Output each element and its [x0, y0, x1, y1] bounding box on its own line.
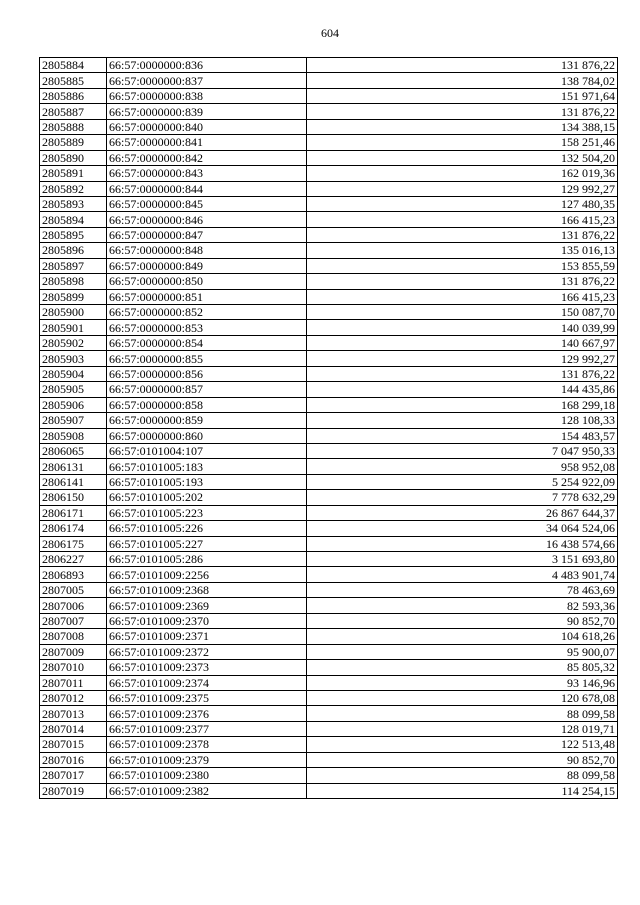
row-number-cell: 2806150	[40, 490, 107, 505]
table-row	[40, 582, 618, 597]
cadastral-value-cell: 129 992,27	[307, 351, 618, 366]
cadastral-number-cell: 66:57:0101009:2373	[107, 660, 307, 675]
row-number-cell: 2807007	[40, 613, 107, 628]
table-row	[40, 413, 618, 428]
cadastral-value-cell: 128 108,33	[307, 413, 618, 428]
table-row	[40, 58, 618, 73]
cadastral-number-cell: 66:57:0000000:858	[107, 397, 307, 412]
table-row	[40, 536, 618, 551]
cadastral-value-cell: 78 463,69	[307, 582, 618, 597]
row-number-cell: 2805905	[40, 382, 107, 397]
cadastral-number-cell: 66:57:0101009:2377	[107, 721, 307, 736]
row-number-cell: 2807014	[40, 721, 107, 736]
cadastral-number-cell: 66:57:0000000:837	[107, 73, 307, 88]
cadastral-value-cell: 93 146,96	[307, 675, 618, 690]
cadastral-number-cell: 66:57:0000000:838	[107, 88, 307, 103]
cadastral-number-cell: 66:57:0000000:841	[107, 135, 307, 150]
table-row	[40, 119, 618, 134]
table-row	[40, 459, 618, 474]
cadastral-value-cell: 82 593,36	[307, 598, 618, 613]
row-number-cell: 2807009	[40, 644, 107, 659]
cadastral-number-cell: 66:57:0000000:846	[107, 212, 307, 227]
row-number-cell: 2805888	[40, 119, 107, 134]
row-number-cell: 2806131	[40, 459, 107, 474]
cadastral-value-cell: 34 064 524,06	[307, 521, 618, 536]
row-number-cell: 2805908	[40, 428, 107, 443]
table-row	[40, 320, 618, 335]
cadastral-number-cell: 66:57:0000000:852	[107, 305, 307, 320]
cadastral-value-cell: 104 618,26	[307, 629, 618, 644]
cadastral-value-cell: 153 855,59	[307, 258, 618, 273]
cadastral-value-cell: 132 504,20	[307, 150, 618, 165]
cadastral-value-cell: 88 099,58	[307, 768, 618, 783]
cadastral-value-cell: 120 678,08	[307, 690, 618, 705]
table-row	[40, 274, 618, 289]
table-row	[40, 706, 618, 721]
cadastral-value-cell: 958 952,08	[307, 459, 618, 474]
cadastral-value-cell: 90 852,70	[307, 613, 618, 628]
row-number-cell: 2807005	[40, 582, 107, 597]
cadastral-number-cell: 66:57:0000000:840	[107, 119, 307, 134]
cadastral-number-cell: 66:57:0101009:2378	[107, 737, 307, 752]
table-row	[40, 382, 618, 397]
cadastral-number-cell: 66:57:0000000:860	[107, 428, 307, 443]
row-number-cell: 2807013	[40, 706, 107, 721]
cadastral-number-cell: 66:57:0101009:2371	[107, 629, 307, 644]
cadastral-number-cell: 66:57:0000000:854	[107, 335, 307, 350]
cadastral-value-cell: 131 876,22	[307, 366, 618, 381]
table-row	[40, 598, 618, 613]
cadastral-value-cell: 7 047 950,33	[307, 443, 618, 458]
table-row	[40, 644, 618, 659]
row-number-cell: 2807006	[40, 598, 107, 613]
cadastral-number-cell: 66:57:0101009:2372	[107, 644, 307, 659]
table-row	[40, 351, 618, 366]
row-number-cell: 2807012	[40, 690, 107, 705]
row-number-cell: 2805904	[40, 366, 107, 381]
row-number-cell: 2806174	[40, 521, 107, 536]
cadastral-number-cell: 66:57:0101009:2374	[107, 675, 307, 690]
cadastral-number-cell: 66:57:0000000:850	[107, 274, 307, 289]
table-row	[40, 490, 618, 505]
table-row	[40, 675, 618, 690]
table-row	[40, 150, 618, 165]
row-number-cell: 2805902	[40, 335, 107, 350]
cadastral-value-cell: 134 388,15	[307, 119, 618, 134]
cadastral-number-cell: 66:57:0000000:845	[107, 196, 307, 211]
row-number-cell: 2806893	[40, 567, 107, 582]
cadastral-number-cell: 66:57:0000000:855	[107, 351, 307, 366]
cadastral-value-cell: 140 039,99	[307, 320, 618, 335]
table-row	[40, 196, 618, 211]
cadastral-number-cell: 66:57:0101005:227	[107, 536, 307, 551]
cadastral-number-cell: 66:57:0000000:851	[107, 289, 307, 304]
cadastral-value-cell: 95 900,07	[307, 644, 618, 659]
cadastral-number-cell: 66:57:0000000:848	[107, 243, 307, 258]
cadastral-value-cell: 131 876,22	[307, 274, 618, 289]
table-row	[40, 181, 618, 196]
cadastral-number-cell: 66:57:0101009:2370	[107, 613, 307, 628]
table-row	[40, 660, 618, 675]
table-row	[40, 443, 618, 458]
cadastral-value-cell: 135 016,13	[307, 243, 618, 258]
cadastral-value-cell: 88 099,58	[307, 706, 618, 721]
row-number-cell: 2805895	[40, 227, 107, 242]
cadastral-number-cell: 66:57:0101009:2375	[107, 690, 307, 705]
table-row	[40, 721, 618, 736]
row-number-cell: 2805896	[40, 243, 107, 258]
cadastral-number-cell: 66:57:0000000:857	[107, 382, 307, 397]
cadastral-value-cell: 122 513,48	[307, 737, 618, 752]
table-row	[40, 428, 618, 443]
cadastral-value-cell: 5 254 922,09	[307, 474, 618, 489]
table-row	[40, 474, 618, 489]
cadastral-value-cell: 131 876,22	[307, 58, 618, 73]
table-row	[40, 567, 618, 582]
cadastral-value-cell: 127 480,35	[307, 196, 618, 211]
row-number-cell: 2806141	[40, 474, 107, 489]
cadastral-value-cell: 138 784,02	[307, 73, 618, 88]
row-number-cell: 2805903	[40, 351, 107, 366]
cadastral-number-cell: 66:57:0000000:844	[107, 181, 307, 196]
cadastral-value-cell: 16 438 574,66	[307, 536, 618, 551]
cadastral-value-cell: 128 019,71	[307, 721, 618, 736]
cadastral-value-cell: 90 852,70	[307, 752, 618, 767]
cadastral-number-cell: 66:57:0000000:849	[107, 258, 307, 273]
row-number-cell: 2805894	[40, 212, 107, 227]
cadastral-value-cell: 114 254,15	[307, 783, 618, 798]
cadastral-number-cell: 66:57:0000000:839	[107, 104, 307, 119]
table-row	[40, 227, 618, 242]
cadastral-number-cell: 66:57:0000000:856	[107, 366, 307, 381]
row-number-cell: 2805889	[40, 135, 107, 150]
row-number-cell: 2805900	[40, 305, 107, 320]
row-number-cell: 2807011	[40, 675, 107, 690]
cadastral-number-cell: 66:57:0101005:202	[107, 490, 307, 505]
row-number-cell: 2806171	[40, 505, 107, 520]
table-row	[40, 243, 618, 258]
table-row	[40, 258, 618, 273]
cadastral-value-cell: 140 667,97	[307, 335, 618, 350]
table-row	[40, 88, 618, 103]
row-number-cell: 2805897	[40, 258, 107, 273]
cadastral-value-cell: 166 415,23	[307, 289, 618, 304]
cadastral-number-cell: 66:57:0101009:2376	[107, 706, 307, 721]
cadastral-number-cell: 66:57:0101009:2256	[107, 567, 307, 582]
row-number-cell: 2805907	[40, 413, 107, 428]
cadastral-value-cell: 168 299,18	[307, 397, 618, 412]
row-number-cell: 2805884	[40, 58, 107, 73]
table-row	[40, 366, 618, 381]
row-number-cell: 2807016	[40, 752, 107, 767]
cadastral-number-cell: 66:57:0101009:2382	[107, 783, 307, 798]
cadastral-value-cell: 166 415,23	[307, 212, 618, 227]
table-row	[40, 505, 618, 520]
cadastral-number-cell: 66:57:0000000:843	[107, 166, 307, 181]
cadastral-value-cell: 151 971,64	[307, 88, 618, 103]
table-body	[40, 58, 618, 799]
row-number-cell: 2805885	[40, 73, 107, 88]
cadastral-number-cell: 66:57:0101009:2379	[107, 752, 307, 767]
row-number-cell: 2807008	[40, 629, 107, 644]
cadastral-number-cell: 66:57:0101009:2368	[107, 582, 307, 597]
cadastral-value-cell: 144 435,86	[307, 382, 618, 397]
row-number-cell: 2807017	[40, 768, 107, 783]
table-row	[40, 289, 618, 304]
row-number-cell: 2807019	[40, 783, 107, 798]
row-number-cell: 2805899	[40, 289, 107, 304]
table-row	[40, 613, 618, 628]
table-row	[40, 335, 618, 350]
page-number: 604	[321, 26, 339, 40]
row-number-cell: 2807010	[40, 660, 107, 675]
row-number-cell: 2805906	[40, 397, 107, 412]
cadastral-number-cell: 66:57:0101004:107	[107, 443, 307, 458]
cadastral-number-cell: 66:57:0101009:2369	[107, 598, 307, 613]
row-number-cell: 2805890	[40, 150, 107, 165]
table-row	[40, 166, 618, 181]
cadastral-value-cell: 150 087,70	[307, 305, 618, 320]
table-row	[40, 104, 618, 119]
cadastral-value-cell: 26 867 644,37	[307, 505, 618, 520]
table-row	[40, 305, 618, 320]
cadastral-value-cell: 4 483 901,74	[307, 567, 618, 582]
row-number-cell: 2805886	[40, 88, 107, 103]
table-row	[40, 73, 618, 88]
cadastral-value-cell: 158 251,46	[307, 135, 618, 150]
cadastral-value-cell: 131 876,22	[307, 104, 618, 119]
row-number-cell: 2807015	[40, 737, 107, 752]
row-number-cell: 2805898	[40, 274, 107, 289]
cadastral-value-cell: 129 992,27	[307, 181, 618, 196]
table-row	[40, 629, 618, 644]
cadastral-number-cell: 66:57:0101005:226	[107, 521, 307, 536]
cadastral-number-cell: 66:57:0000000:842	[107, 150, 307, 165]
row-number-cell: 2805892	[40, 181, 107, 196]
table-row	[40, 752, 618, 767]
cadastral-number-cell: 66:57:0000000:847	[107, 227, 307, 242]
row-number-cell: 2805891	[40, 166, 107, 181]
table-row	[40, 737, 618, 752]
row-number-cell: 2805901	[40, 320, 107, 335]
table-row	[40, 690, 618, 705]
cadastral-number-cell: 66:57:0000000:859	[107, 413, 307, 428]
cadastral-value-cell: 154 483,57	[307, 428, 618, 443]
cadastral-number-cell: 66:57:0101005:286	[107, 552, 307, 567]
cadastral-number-cell: 66:57:0101005:193	[107, 474, 307, 489]
table-row	[40, 212, 618, 227]
row-number-cell: 2805893	[40, 196, 107, 211]
cadastral-number-cell: 66:57:0000000:853	[107, 320, 307, 335]
row-number-cell: 2806175	[40, 536, 107, 551]
cadastral-value-table	[39, 57, 618, 799]
table-row	[40, 521, 618, 536]
cadastral-value-cell: 3 151 693,80	[307, 552, 618, 567]
row-number-cell: 2806227	[40, 552, 107, 567]
cadastral-number-cell: 66:57:0101009:2380	[107, 768, 307, 783]
table-row	[40, 552, 618, 567]
cadastral-number-cell: 66:57:0000000:836	[107, 58, 307, 73]
cadastral-number-cell: 66:57:0101005:183	[107, 459, 307, 474]
table-row	[40, 135, 618, 150]
cadastral-value-cell: 85 805,32	[307, 660, 618, 675]
cadastral-value-cell: 7 778 632,29	[307, 490, 618, 505]
table-row	[40, 768, 618, 783]
row-number-cell: 2806065	[40, 443, 107, 458]
cadastral-number-cell: 66:57:0101005:223	[107, 505, 307, 520]
table-row	[40, 783, 618, 798]
cadastral-value-cell: 162 019,36	[307, 166, 618, 181]
table-row	[40, 397, 618, 412]
row-number-cell: 2805887	[40, 104, 107, 119]
cadastral-value-cell: 131 876,22	[307, 227, 618, 242]
